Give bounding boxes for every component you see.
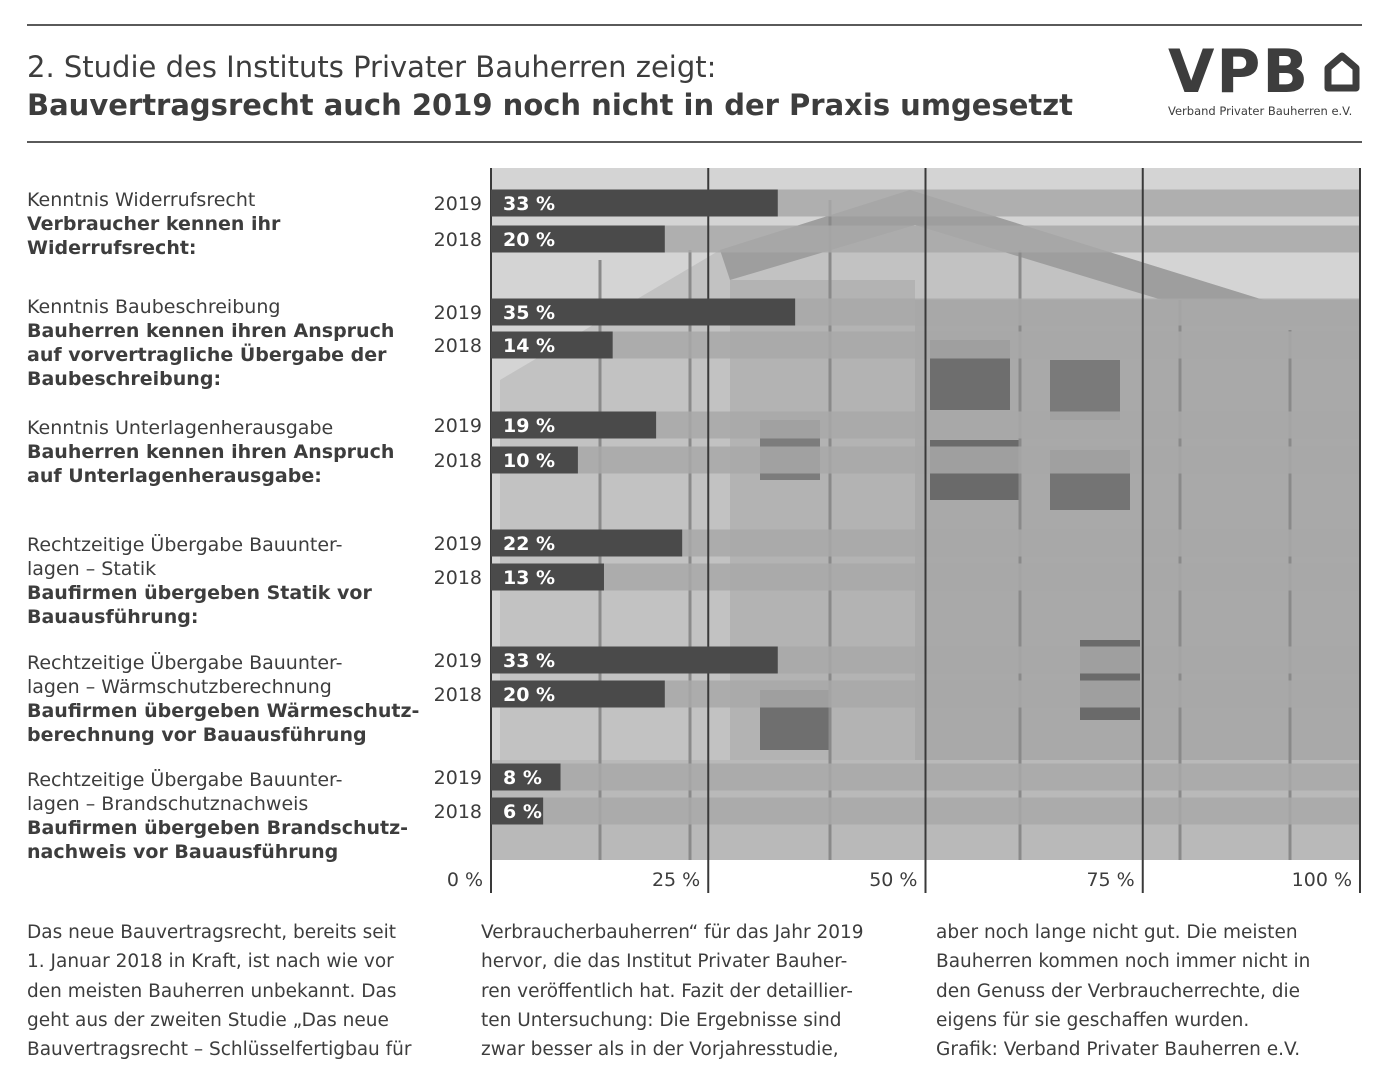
logo-subtitle: Verband Privater Bauherren e.V. xyxy=(1168,104,1353,118)
year-label: 2019 xyxy=(433,415,482,437)
year-label: 2019 xyxy=(433,302,482,324)
bar-value-label: 8 % xyxy=(503,767,542,789)
category-label xyxy=(27,768,427,864)
body-text-column-1: Das neue Bauvertragsrecht, bereits seit 1. Januar 2018 in Kraft, ist nach wie vor den meisten Bauherren unbekannt. Das geht aus der zweiten Studie „Das neue Bauvertragsrecht – Schlüsselfertigbau für xyxy=(27,922,412,1061)
bar-value-label: 20 % xyxy=(503,229,556,251)
year-label: 2018 xyxy=(433,801,482,823)
category-label xyxy=(27,651,427,747)
category-title: Rechtzeitige Übergabe Bauunter- lagen – Statik xyxy=(27,534,343,580)
category-title: Kenntnis Baubeschreibung xyxy=(27,296,281,318)
year-label: 2018 xyxy=(433,335,482,357)
year-label: 2019 xyxy=(433,650,482,672)
bar-value-label: 22 % xyxy=(503,533,556,555)
bar-value-label: 6 % xyxy=(503,801,542,823)
category-title: Kenntnis Widerrufsrecht xyxy=(27,189,256,211)
bar-value-label: 10 % xyxy=(503,450,556,472)
x-tick-label: 50 % xyxy=(869,869,918,891)
bar-value-label: 14 % xyxy=(503,335,556,357)
category-label xyxy=(27,295,427,391)
bar-value-label: 33 % xyxy=(503,650,556,672)
title-line-2: Bauvertragsrecht auch 2019 noch nicht in der Praxis umgesetzt xyxy=(27,88,1074,122)
year-label: 2019 xyxy=(433,533,482,555)
body-text-column-3: aber noch lange nicht gut. Die meisten Bauherren kommen noch immer nicht in den Genuss der Verbraucherrechte, die eigens für sie geschaffen wurden. Grafik: Verband Privater Bauherren e.V. xyxy=(936,922,1311,1061)
year-label: 2019 xyxy=(433,193,482,215)
category-description: Bauherren kennen ihren Anspruch auf vorvertragliche Übergabe der Baubeschreibung: xyxy=(27,320,395,390)
category-description: Bauherren kennen ihren Anspruch auf Unterlagenherausgabe: xyxy=(27,441,395,487)
category-description: Baufirmen übergeben Wärmeschutz- berechnung vor Bauausführung xyxy=(27,700,420,746)
category-label xyxy=(27,416,427,488)
category-title: Rechtzeitige Übergabe Bauunter- lagen – Brandschutznachweis xyxy=(27,769,343,815)
bar-value-label: 35 % xyxy=(503,302,556,324)
x-tick-label: 25 % xyxy=(651,869,701,891)
title-line-1: 2. Studie des Instituts Privater Bauherren zeigt: xyxy=(27,50,717,84)
body-text-column-2: Verbraucherbauherren“ für das Jahr 2019 hervor, die das Institut Privater Bauher- ren veröffentlich hat. Fazit der detaillier- ten Untersuchung: Die Ergebnisse sind zwar besser als in der Vorjahresstudie, xyxy=(481,922,864,1061)
year-label: 2019 xyxy=(433,767,482,789)
category-description: Baufirmen übergeben Statik vor Bauausführung: xyxy=(27,582,372,628)
year-label: 2018 xyxy=(433,567,482,589)
logo-wordmark: VPB xyxy=(1168,37,1311,107)
category-title: Kenntnis Unterlagenherausgabe xyxy=(27,417,334,439)
year-label: 2018 xyxy=(433,229,482,251)
category-description: Verbraucher kennen ihr Widerrufsrecht: xyxy=(27,213,281,259)
year-label: 2018 xyxy=(433,450,482,472)
bar-value-label: 20 % xyxy=(503,684,556,706)
x-tick-label: 75 % xyxy=(1086,869,1135,891)
x-tick-label: 100 % xyxy=(1291,869,1352,891)
bar-value-label: 33 % xyxy=(503,193,556,215)
bar-value-label: 19 % xyxy=(503,415,556,437)
x-tick-label: 0 % xyxy=(446,869,483,891)
category-label xyxy=(27,188,427,260)
category-description: Baufirmen übergeben Brandschutz- nachweis vor Bauausführung xyxy=(27,817,409,863)
category-title: Rechtzeitige Übergabe Bauunter- lagen – Wärmschutzberechnung xyxy=(27,652,343,698)
year-label: 2018 xyxy=(433,684,482,706)
category-label xyxy=(27,533,427,629)
bar-value-label: 13 % xyxy=(503,567,556,589)
